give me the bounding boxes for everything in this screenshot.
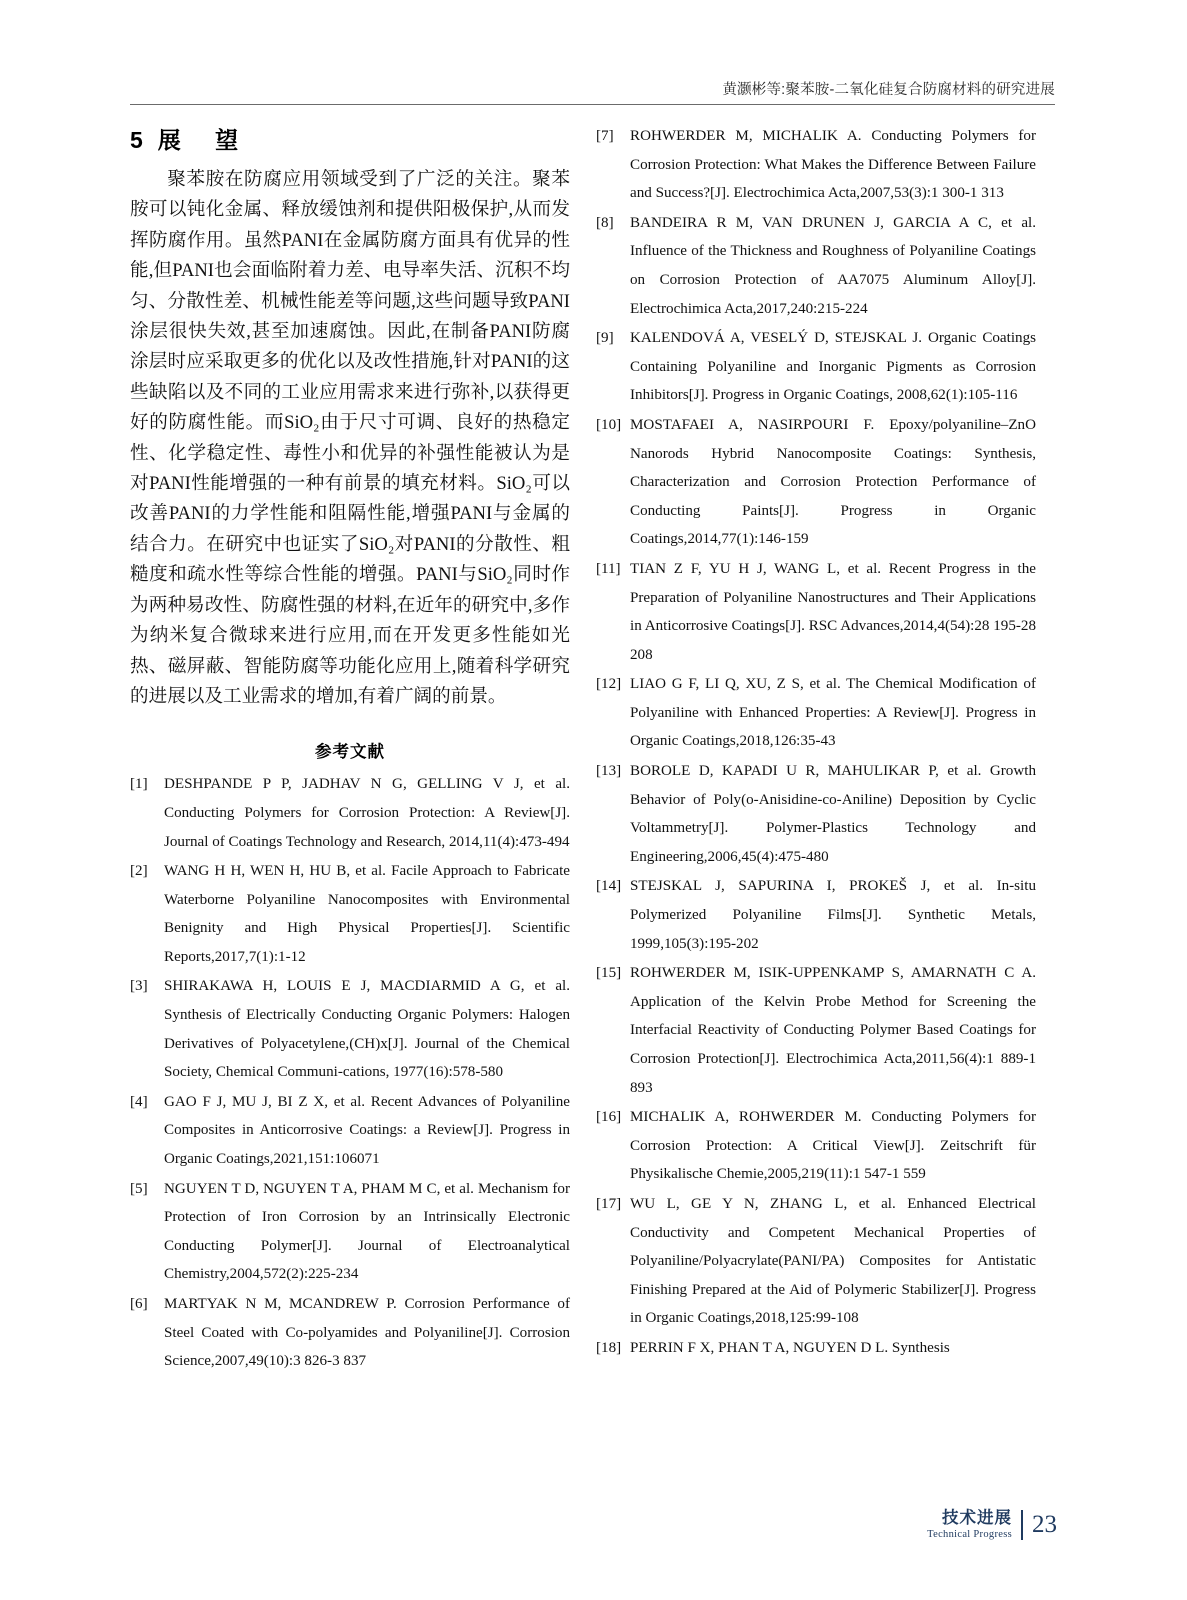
running-head: 黄灏彬等:聚苯胺-二氧化硅复合防腐材料的研究进展 [722, 82, 1055, 98]
references-list-right [596, 122, 1036, 1363]
reference-item [596, 122, 1036, 208]
reference-item [596, 872, 1036, 958]
reference-text: LIAO G F, LI Q, XU, Z S, et al. The Chemical Modification of Polyaniline with Enhanced Properties: A Review[J]. Progress in Organic Coatings,2018,126:35-43 [630, 676, 1036, 750]
reference-text: MARTYAK N M, MCANDREW P. Corrosion Performance of Steel Coated with Co-polyamides and Polyaniline[J]. Corrosion Science,2007,49(10):3 826-3 837 [164, 1296, 570, 1370]
reference-text: ROHWERDER M, ISIK-UPPENKAMP S, AMARNATH C A. Application of the Kelvin Probe Method for Screening the Interfacial Reactivity of Conducting Polymer Based Coatings for Corrosion Protection[J]. Electrochimica Acta,2011,56(4):1 889-1 893 [630, 965, 1036, 1096]
header-divider [130, 104, 1055, 105]
reference-text: BOROLE D, KAPADI U R, MAHULIKAR P, et al. Growth Behavior of Poly(o-Anisidine-co-Aniline) Deposition by Cyclic Voltammetry[J]. Polymer-Plastics Technology and Engineering,2006,45(4):475-480 [630, 763, 1036, 865]
reference-text: MICHALIK A, ROHWERDER M. Conducting Polymers for Corrosion Protection: A Critical View[J]. Zeitschrift für Physikalische Chemie,2005,219(11):1 547-1 559 [630, 1109, 1036, 1183]
left-column [130, 122, 570, 1377]
reference-marker: [1] [130, 776, 148, 793]
references-list-left [130, 770, 570, 1375]
reference-text: WANG H H, WEN H, HU B, et al. Facile Approach to Fabricate Waterborne Polyaniline Nanocomposites with Environmental Benignity and High Physical Properties[J]. Scientific Reports,2017,7(1):1-12 [164, 863, 570, 965]
reference-marker: [13] [596, 763, 622, 780]
reference-marker: [6] [130, 1296, 148, 1312]
section-number: 5 [130, 127, 144, 153]
section-paragraph: 聚苯胺在防腐应用领域受到了广泛的关注。聚苯胺可以钝化金属、释放缓蚀剂和提供阳极保护,从而发挥防腐作用。虽然PANI在金属防腐方面具有优异的性能,但PANI也会面临附着力差、电导率失活、沉积不均匀、分散性差、机械性能差等问题,这些问题导致PANI涂层很快失效,甚至加速腐蚀。因此,在制备PANI防腐涂层时应采取更多的优化以及改性措施,针对PANI的这些缺陷以及不同的工业应用需求来进行弥补,以获得更好的防腐性能。而SiO₂由于尺寸可调、良好的热稳定性、化学稳定性、毒性小和优异的补强性能被认为是对PANI性能增强的一种有前景的填充材料。SiO₂可以改善PANI的力学性能和阻隔性能,增强PANI与金属的结合力。在研究中也证实了SiO₂对PANI的分散性、粗糙度和疏水性等综合性能的增强。PANI与SiO₂同时作为两种易改性、防腐性强的材料,在近年的研究中,多作为纳米复合微球来进行应用,而在开发更多性能如光热、磁屏蔽、智能防腐等功能化应用上,随着科学研究的进展以及工业需求的增加,有着广阔的前景。 [130, 169, 570, 707]
reference-text: ROHWERDER M, MICHALIK A. Conducting Polymers for Corrosion Protection: What Makes the Difference Between Failure and Success?[J]. Electrochimica Acta,2007,53(3):1 300-1 313 [630, 128, 1036, 202]
section-title: 展 望 [157, 127, 253, 153]
reference-item [596, 1334, 1036, 1363]
reference-item [596, 757, 1036, 871]
reference-item [130, 1290, 570, 1376]
reference-marker: [10] [596, 416, 622, 433]
reference-marker: [14] [596, 878, 622, 895]
reference-item [596, 1190, 1036, 1333]
footer-brand-cn: 技术进展 [942, 1508, 1012, 1527]
reference-item [130, 857, 570, 971]
reference-item [596, 959, 1036, 1102]
reference-item [596, 670, 1036, 756]
reference-marker: [16] [596, 1109, 622, 1126]
reference-marker: [2] [130, 863, 148, 880]
reference-item [130, 1175, 570, 1289]
reference-item [596, 555, 1036, 669]
reference-text: TIAN Z F, YU H J, WANG L, et al. Recent Progress in the Preparation of Polyaniline Nanostructures and Their Applications in Anticorrosive Coatings[J]. RSC Advances,2014,4(54):28 195-28 208 [630, 560, 1036, 663]
reference-marker: [12] [596, 676, 622, 693]
page-number: 23 [1032, 1510, 1057, 1538]
reference-item [596, 324, 1036, 410]
reference-marker: [7] [596, 128, 614, 144]
reference-text: WU L, GE Y N, ZHANG L, et al. Enhanced Electrical Conductivity and Competent Mechanical Properties of Polyaniline/Polyacrylate(PANI/PA) Composites for Antistatic Finishing Prepared at the Aid of Polymeric Stabilizer[J]. Progress in Organic Coatings,2018,125:99-108 [630, 1195, 1036, 1327]
right-column [596, 122, 1036, 1364]
reference-marker: [18] [596, 1339, 622, 1356]
reference-marker: [3] [130, 978, 148, 995]
reference-text: BANDEIRA R M, VAN DRUNEN J, GARCIA A C, et al. Influence of the Thickness and Roughness of Polyaniline Coatings on Corrosion Protection of AA7075 Aluminum Alloy[J]. Electrochimica Acta,2017,240:215-224 [630, 214, 1036, 317]
reference-item [130, 1088, 570, 1174]
reference-marker: [4] [130, 1093, 148, 1110]
reference-text: SHIRAKAWA H, LOUIS E J, MACDIARMID A G, et al. Synthesis of Electrically Conducting Organic Polymers: Halogen Derivatives of Polyacetylene,(CH)x[J]. Journal of the Chemical Society, Chemical Communi-cations, 1977(16):578-580 [164, 978, 570, 1081]
reference-marker: [11] [596, 560, 621, 577]
footer-brand-en: Technical Progress [927, 1528, 1012, 1540]
page-footer [927, 1510, 1057, 1540]
reference-text: NGUYEN T D, NGUYEN T A, PHAM M C, et al. Mechanism for Protection of Iron Corrosion by an Intrinsically Electronic Conducting Polymer[J]. Journal of Electroanalytical Chemistry,2004,572(2):225-234 [164, 1180, 570, 1283]
reference-text: PERRIN F X, PHAN T A, NGUYEN D L. Synthesis [630, 1339, 950, 1356]
reference-marker: [9] [596, 330, 614, 347]
footer-divider [1021, 1510, 1023, 1540]
references-heading: 参考文献 [315, 743, 385, 762]
reference-text: STEJSKAL J, SAPURINA I, PROKEŠ J, et al. In-situ Polymerized Polyaniline Films[J]. Synthetic Metals, 1999,105(3):195-202 [630, 878, 1036, 952]
reference-text: MOSTAFAEI A, NASIRPOURI F. Epoxy/polyaniline–ZnO Nanorods Hybrid Nanocomposite Coatings: Synthesis, Characterization and Corrosion Protection Performance of Conducting Paints[J]. Progress in Organic Coatings,2014,77(1):146-159 [630, 416, 1036, 548]
reference-marker: [5] [130, 1180, 148, 1197]
reference-item [596, 1103, 1036, 1189]
reference-text: KALENDOVÁ A, VESELÝ D, STEJSKAL J. Organic Coatings Containing Polyaniline and Inorganic Pigments as Corrosion Inhibitors[J]. Progress in Organic Coatings, 2008,62(1):105-116 [630, 330, 1036, 404]
reference-text: DESHPANDE P P, JADHAV N G, GELLING V J, et al. Conducting Polymers for Corrosion Protection: A Review[J]. Journal of Coatings Technology and Research, 2014,11(4):473-494 [164, 776, 570, 850]
footer-brand [927, 1510, 1012, 1540]
section-heading [130, 122, 570, 155]
reference-marker: [17] [596, 1195, 622, 1212]
reference-item [130, 770, 570, 856]
reference-text: GAO F J, MU J, BI Z X, et al. Recent Advances of Polyaniline Composites in Anticorrosive Coatings: a Review[J]. Progress in Organic Coatings,2021,151:106071 [164, 1093, 570, 1168]
reference-item [596, 209, 1036, 323]
reference-item [596, 411, 1036, 554]
reference-marker: [8] [596, 214, 614, 231]
reference-marker: [15] [596, 965, 622, 982]
reference-item [130, 972, 570, 1086]
